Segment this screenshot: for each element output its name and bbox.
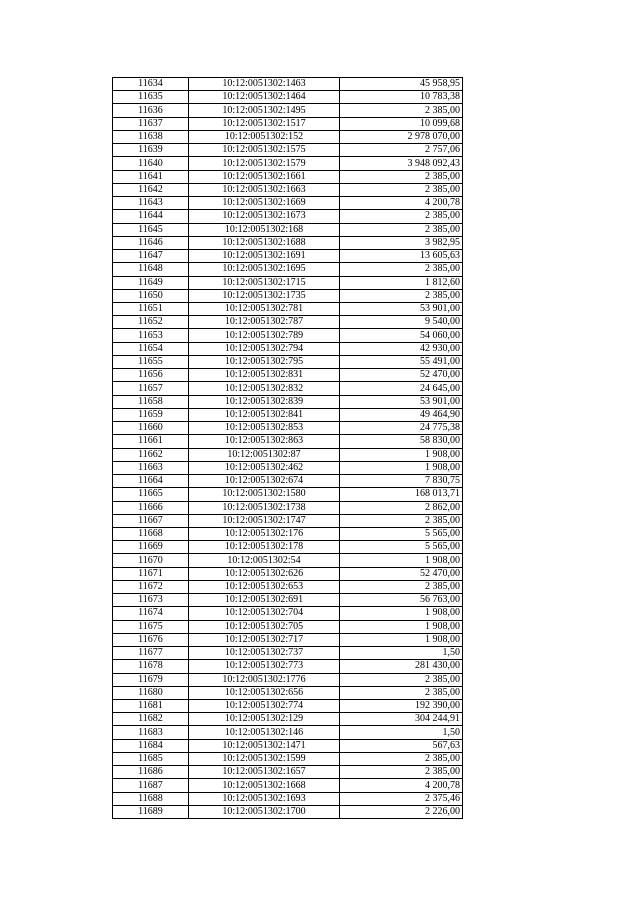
table-row [113,91,463,104]
row-number-cell: 11685 [113,752,189,765]
table-row [113,104,463,117]
cadastral-number-cell: 10:12:0051302:831 [189,369,340,382]
table-row [113,408,463,421]
amount-cell: 1 908,00 [340,461,463,474]
row-number-cell: 11641 [113,170,189,183]
amount-cell: 2 385,00 [340,766,463,779]
row-number-cell: 11688 [113,792,189,805]
amount-cell: 53 901,00 [340,302,463,315]
cadastral-number-cell: 10:12:0051302:717 [189,633,340,646]
cadastral-number-cell: 10:12:0051302:705 [189,620,340,633]
table-row [113,329,463,342]
amount-cell: 567,63 [340,739,463,752]
cadastral-number-cell: 10:12:0051302:1464 [189,91,340,104]
row-number-cell: 11638 [113,130,189,143]
table-row [113,752,463,765]
table-row [113,369,463,382]
row-number-cell: 11671 [113,567,189,580]
row-number-cell: 11667 [113,514,189,527]
amount-cell: 10 783,38 [340,91,463,104]
table-row [113,117,463,130]
table-row [113,302,463,315]
table-row [113,144,463,157]
row-number-cell: 11655 [113,355,189,368]
table-row [113,779,463,792]
amount-cell: 2 375,46 [340,792,463,805]
row-number-cell: 11674 [113,607,189,620]
cadastral-number-cell: 10:12:0051302:1688 [189,236,340,249]
cadastral-number-cell: 10:12:0051302:1715 [189,276,340,289]
amount-cell: 3 948 092,43 [340,157,463,170]
row-number-cell: 11640 [113,157,189,170]
table-row [113,197,463,210]
cadastral-number-cell: 10:12:0051302:656 [189,686,340,699]
row-number-cell: 11666 [113,501,189,514]
row-number-cell: 11679 [113,673,189,686]
cadastral-number-cell: 10:12:0051302:1693 [189,792,340,805]
table-row [113,210,463,223]
amount-cell: 5 565,00 [340,541,463,554]
table-row [113,448,463,461]
amount-cell: 58 830,00 [340,435,463,448]
table-row [113,607,463,620]
table-row [113,422,463,435]
cadastral-number-cell: 10:12:0051302:152 [189,130,340,143]
cadastral-number-cell: 10:12:0051302:1700 [189,805,340,818]
row-number-cell: 11682 [113,713,189,726]
amount-cell: 2 385,00 [340,580,463,593]
amount-cell: 2 385,00 [340,673,463,686]
table-row [113,488,463,501]
amount-cell: 52 470,00 [340,369,463,382]
table-row [113,805,463,818]
row-number-cell: 11673 [113,594,189,607]
row-number-cell: 11656 [113,369,189,382]
table-row [113,316,463,329]
cadastral-number-cell: 10:12:0051302:691 [189,594,340,607]
amount-cell: 2 385,00 [340,170,463,183]
table-row [113,263,463,276]
amount-cell: 1,50 [340,647,463,660]
row-number-cell: 11686 [113,766,189,779]
amount-cell: 9 540,00 [340,316,463,329]
cadastral-number-cell: 10:12:0051302:1661 [189,170,340,183]
amount-cell: 2 385,00 [340,514,463,527]
amount-cell: 2 385,00 [340,752,463,765]
cadastral-number-cell: 10:12:0051302:146 [189,726,340,739]
row-number-cell: 11659 [113,408,189,421]
amount-cell: 192 390,00 [340,700,463,713]
amount-cell: 3 982,95 [340,236,463,249]
table-row [113,739,463,752]
amount-cell: 2 385,00 [340,210,463,223]
cadastral-number-cell: 10:12:0051302:168 [189,223,340,236]
row-number-cell: 11664 [113,475,189,488]
amount-cell: 2 385,00 [340,223,463,236]
table-row [113,501,463,514]
amount-cell: 2 385,00 [340,183,463,196]
table-row [113,527,463,540]
amount-cell: 2 385,00 [340,289,463,302]
cadastral-number-cell: 10:12:0051302:781 [189,302,340,315]
table-row [113,130,463,143]
cadastral-number-cell: 10:12:0051302:1776 [189,673,340,686]
cadastral-number-cell: 10:12:0051302:737 [189,647,340,660]
cadastral-number-cell: 10:12:0051302:841 [189,408,340,421]
row-number-cell: 11678 [113,660,189,673]
table-row [113,395,463,408]
table-row [113,170,463,183]
row-number-cell: 11648 [113,263,189,276]
table-row [113,686,463,699]
table-row [113,355,463,368]
amount-cell: 2 757,06 [340,144,463,157]
table-row [113,792,463,805]
amount-cell: 49 464,90 [340,408,463,421]
table-row [113,633,463,646]
row-number-cell: 11670 [113,554,189,567]
cadastral-number-cell: 10:12:0051302:1463 [189,78,340,91]
table-row [113,700,463,713]
row-number-cell: 11669 [113,541,189,554]
row-number-cell: 11646 [113,236,189,249]
amount-cell: 53 901,00 [340,395,463,408]
amount-cell: 1 908,00 [340,554,463,567]
row-number-cell: 11660 [113,422,189,435]
cadastral-number-cell: 10:12:0051302:1747 [189,514,340,527]
row-number-cell: 11649 [113,276,189,289]
row-number-cell: 11654 [113,342,189,355]
row-number-cell: 11672 [113,580,189,593]
cadastral-number-cell: 10:12:0051302:674 [189,475,340,488]
table-row [113,554,463,567]
cadastral-number-cell: 10:12:0051302:176 [189,527,340,540]
table-row [113,475,463,488]
cadastral-number-cell: 10:12:0051302:1599 [189,752,340,765]
amount-cell: 2 978 070,00 [340,130,463,143]
table-row [113,183,463,196]
cadastral-number-cell: 10:12:0051302:773 [189,660,340,673]
cadastral-number-cell: 10:12:0051302:626 [189,567,340,580]
row-number-cell: 11677 [113,647,189,660]
row-number-cell: 11683 [113,726,189,739]
cadastral-number-cell: 10:12:0051302:87 [189,448,340,461]
table-row [113,567,463,580]
amount-cell: 24 645,00 [340,382,463,395]
amount-cell: 1 908,00 [340,607,463,620]
cadastral-number-cell: 10:12:0051302:795 [189,355,340,368]
row-number-cell: 11637 [113,117,189,130]
row-number-cell: 11643 [113,197,189,210]
amount-cell: 54 060,00 [340,329,463,342]
cadastral-number-cell: 10:12:0051302:774 [189,700,340,713]
table-row [113,766,463,779]
row-number-cell: 11644 [113,210,189,223]
cadastral-number-cell: 10:12:0051302:1735 [189,289,340,302]
row-number-cell: 11676 [113,633,189,646]
cadastral-number-cell: 10:12:0051302:1517 [189,117,340,130]
cadastral-number-cell: 10:12:0051302:1663 [189,183,340,196]
table-row [113,620,463,633]
cadastral-number-cell: 10:12:0051302:129 [189,713,340,726]
table-row [113,647,463,660]
amount-cell: 24 775,38 [340,422,463,435]
row-number-cell: 11689 [113,805,189,818]
table-row [113,289,463,302]
cadastral-number-cell: 10:12:0051302:704 [189,607,340,620]
amount-cell: 4 200,78 [340,779,463,792]
table-row [113,382,463,395]
row-number-cell: 11663 [113,461,189,474]
row-number-cell: 11650 [113,289,189,302]
cadastral-number-cell: 10:12:0051302:1575 [189,144,340,157]
row-number-cell: 11634 [113,78,189,91]
table-row [113,673,463,686]
table-row [113,157,463,170]
amount-cell: 2 226,00 [340,805,463,818]
table-row [113,660,463,673]
cadastral-number-cell: 10:12:0051302:1673 [189,210,340,223]
cadastral-number-cell: 10:12:0051302:787 [189,316,340,329]
table-row [113,236,463,249]
row-number-cell: 11657 [113,382,189,395]
cadastral-number-cell: 10:12:0051302:839 [189,395,340,408]
row-number-cell: 11647 [113,250,189,263]
cadastral-number-cell: 10:12:0051302:462 [189,461,340,474]
amount-cell: 42 930,00 [340,342,463,355]
cadastral-number-cell: 10:12:0051302:1695 [189,263,340,276]
table-row [113,342,463,355]
cadastral-number-cell: 10:12:0051302:1668 [189,779,340,792]
amount-cell: 1 908,00 [340,633,463,646]
row-number-cell: 11680 [113,686,189,699]
row-number-cell: 11665 [113,488,189,501]
table-row [113,726,463,739]
table-row [113,514,463,527]
cadastral-number-cell: 10:12:0051302:1495 [189,104,340,117]
cadastral-number-cell: 10:12:0051302:1580 [189,488,340,501]
cadastral-number-cell: 10:12:0051302:1657 [189,766,340,779]
cadastral-number-cell: 10:12:0051302:1669 [189,197,340,210]
row-number-cell: 11645 [113,223,189,236]
table-row [113,250,463,263]
row-number-cell: 11658 [113,395,189,408]
amount-cell: 2 385,00 [340,686,463,699]
table-body [113,78,463,819]
cadastral-number-cell: 10:12:0051302:794 [189,342,340,355]
row-number-cell: 11687 [113,779,189,792]
amount-cell: 304 244,91 [340,713,463,726]
table-row [113,276,463,289]
amount-cell: 52 470,00 [340,567,463,580]
amount-cell: 56 763,00 [340,594,463,607]
row-number-cell: 11684 [113,739,189,752]
cadastral-number-cell: 10:12:0051302:1738 [189,501,340,514]
row-number-cell: 11636 [113,104,189,117]
row-number-cell: 11653 [113,329,189,342]
amount-cell: 1 908,00 [340,448,463,461]
table-row [113,594,463,607]
amount-cell: 2 385,00 [340,263,463,276]
row-number-cell: 11661 [113,435,189,448]
amount-cell: 1,50 [340,726,463,739]
row-number-cell: 11668 [113,527,189,540]
amount-cell: 2 385,00 [340,104,463,117]
row-number-cell: 11675 [113,620,189,633]
row-number-cell: 11642 [113,183,189,196]
amount-cell: 1 812,60 [340,276,463,289]
table-row [113,713,463,726]
row-number-cell: 11652 [113,316,189,329]
table-row [113,435,463,448]
cadastral-number-cell: 10:12:0051302:653 [189,580,340,593]
table-row [113,461,463,474]
data-table [112,77,463,819]
cadastral-number-cell: 10:12:0051302:789 [189,329,340,342]
cadastral-number-cell: 10:12:0051302:178 [189,541,340,554]
table-row [113,78,463,91]
cadastral-number-cell: 10:12:0051302:1471 [189,739,340,752]
cadastral-number-cell: 10:12:0051302:832 [189,382,340,395]
amount-cell: 2 862,00 [340,501,463,514]
row-number-cell: 11681 [113,700,189,713]
amount-cell: 1 908,00 [340,620,463,633]
amount-cell: 281 430,00 [340,660,463,673]
row-number-cell: 11635 [113,91,189,104]
table-row [113,541,463,554]
amount-cell: 55 491,00 [340,355,463,368]
amount-cell: 5 565,00 [340,527,463,540]
amount-cell: 10 099,68 [340,117,463,130]
row-number-cell: 11639 [113,144,189,157]
amount-cell: 45 958,95 [340,78,463,91]
cadastral-number-cell: 10:12:0051302:863 [189,435,340,448]
table-row [113,223,463,236]
cadastral-number-cell: 10:12:0051302:853 [189,422,340,435]
row-number-cell: 11651 [113,302,189,315]
amount-cell: 4 200,78 [340,197,463,210]
row-number-cell: 11662 [113,448,189,461]
amount-cell: 13 605,63 [340,250,463,263]
table-row [113,580,463,593]
amount-cell: 7 830,75 [340,475,463,488]
cadastral-number-cell: 10:12:0051302:1579 [189,157,340,170]
amount-cell: 168 013,71 [340,488,463,501]
cadastral-number-cell: 10:12:0051302:1691 [189,250,340,263]
cadastral-number-cell: 10:12:0051302:54 [189,554,340,567]
